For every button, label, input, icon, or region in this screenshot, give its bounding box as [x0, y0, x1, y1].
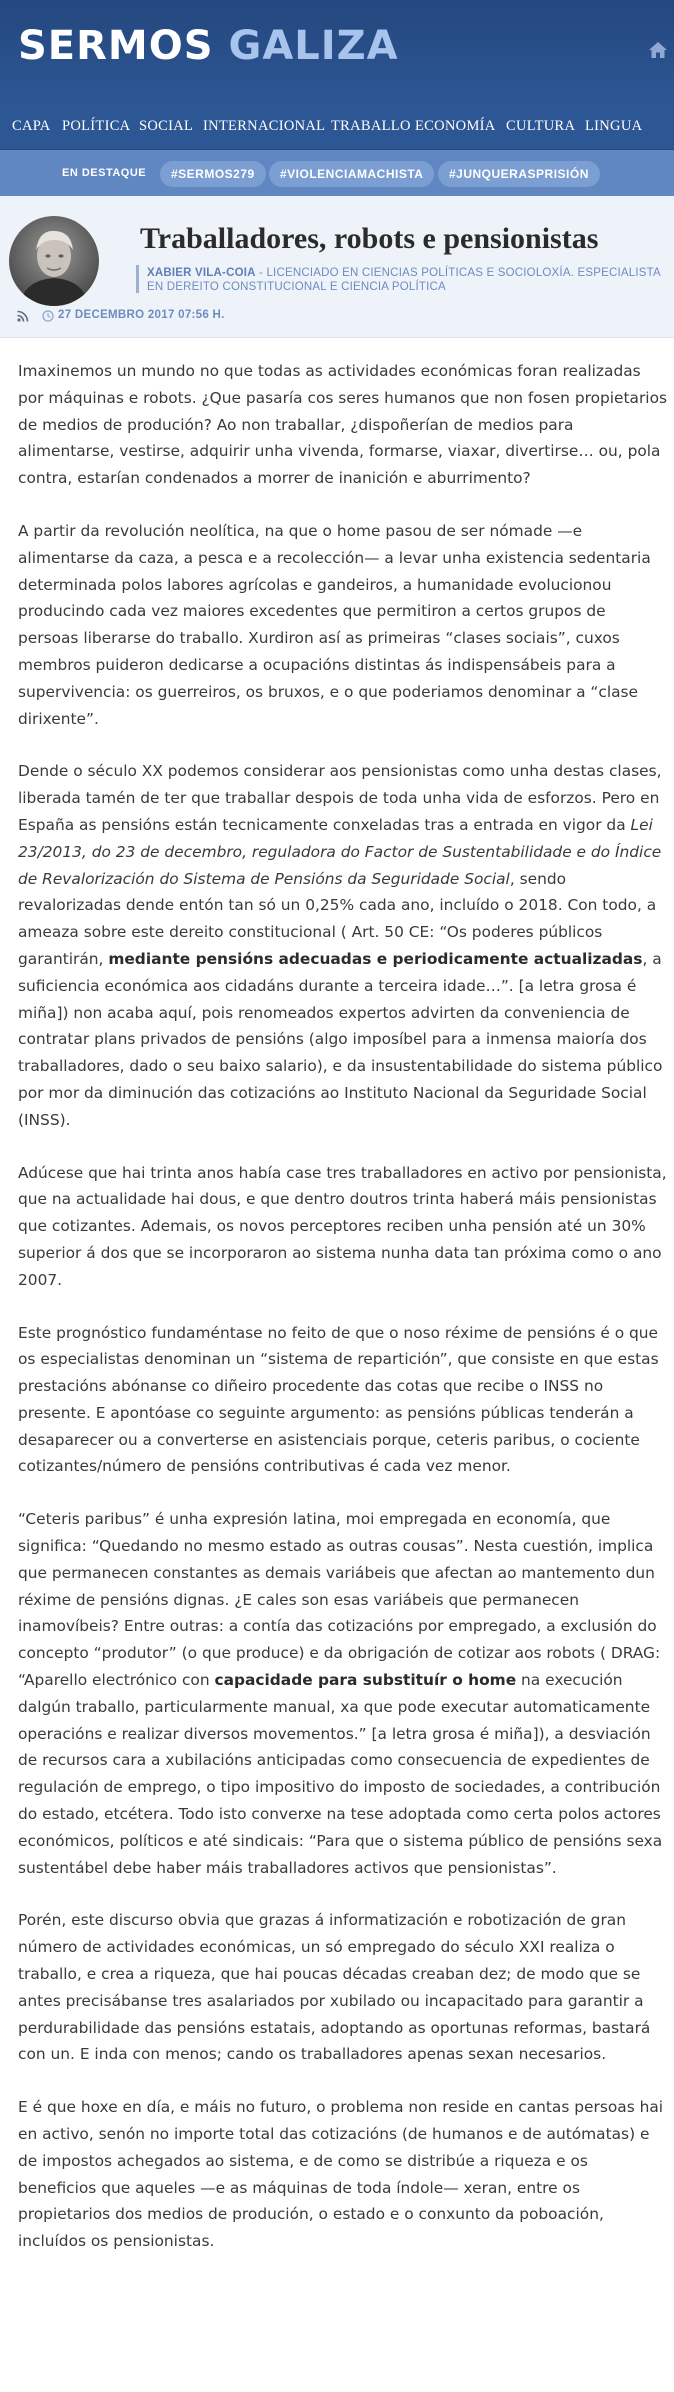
nav-item-social[interactable]: SOCIAL	[139, 118, 194, 134]
author-divider	[136, 265, 139, 293]
nav-item-economia[interactable]: ECONOMÍA	[415, 118, 496, 134]
article-body	[18, 358, 668, 2281]
nav-item-internacional[interactable]: INTERNACIONAL	[203, 118, 326, 134]
tag-sermos279[interactable]: #SERMOS279	[160, 161, 266, 187]
paragraph-6	[18, 1506, 668, 1881]
law-reference: Lei 23/2013, do 23 de decembro, reguladora do Factor de Sustentabilidade e do Índice de Revalorización do Sistema de Pensións da Seguridade Social	[18, 815, 662, 888]
paragraph-6-bold: capacidade para substituír o home	[214, 1671, 517, 1690]
clock-icon	[42, 310, 54, 322]
home-icon[interactable]	[648, 40, 668, 60]
paragraph-8: E é que hoxe en día, e máis no futuro, o problema non reside en cantas persoas hai en activo, senón no importe total das cotizacións (de humanos e de autómatas) e de impostos achegados ao sistema, e de como se distribúe a riqueza e os beneficios que aqueles —e as máquinas de toda índole— xeran, entre os propietarios dos medios de produción, o estado e o conxunto da poboación, incluídos os pensionistas.	[18, 2098, 664, 2251]
main-nav	[0, 104, 674, 150]
paragraph-4: Adúcese que hai trinta anos había case tres traballadores en activo por pensionista, que na actualidade hai dous, e que dentro doutros trinta haberá máis pensionistas que cotizantes. Ademais, os novos perceptores reciben unha pensión até un 30% superior á dos que se incorporaron ao sistema nunha data tan próxima como o ano 2007.	[18, 1163, 667, 1289]
highlights-bar	[0, 150, 674, 196]
site-logo[interactable]	[18, 23, 399, 69]
tag-junquerasprision[interactable]: #JUNQUERASPRISIÓN	[438, 161, 600, 187]
paragraph-3	[18, 758, 668, 1133]
nav-item-cultura[interactable]: CULTURA	[506, 118, 576, 134]
tag-violenciamachista[interactable]: #VIOLENCIAMACHISTA	[269, 161, 434, 187]
highlights-label: EN DESTAQUE	[62, 167, 147, 179]
nav-item-capa[interactable]: CAPA	[12, 118, 51, 134]
paragraph-6-text-c: na execución dalgún traballo, particularmente manual, xa que pode executar automaticamente operacións e realizar diversos movementos.” [a letra grosa é miña]), a desviación de recursos cara a xubilacións anticipadas como consecuencia de expedientes de regulación de emprego, o tipo impositivo do imposto de sociedades, a contribución do estado, etcétera. Todo isto converxe na tese adoptada como certa polos actores económicos, políticos e até sindicais: “Para que o sistema público de pensións sexa sustentábel debe haber máis traballadores activos que pensionistas”.	[18, 1671, 663, 1877]
rss-icon[interactable]	[17, 310, 29, 322]
author-byline	[147, 266, 667, 294]
paragraph-3-text-a: Dende o século XX podemos considerar aos pensionistas como unha destas clases, liberada tamén de ter que traballar despois de toda unha vida de esforzos. Pero en España as pensións están tecnicamente conxeladas tras a entrada en vigor da	[18, 762, 662, 834]
logo-text-sermos: SERMOS	[18, 23, 214, 69]
paragraph-3-text-c: , sendo revalorizadas dende entón tan só un 0,25% cada ano, incluído o 2018. Con todo, a ameaza sobre este dereito constitucional ( Art. 50 CE: “Os poderes públicos garantirán,	[18, 869, 657, 968]
article-header	[0, 196, 674, 338]
nav-item-politica[interactable]: POLÍTICA	[62, 118, 131, 134]
paragraph-3-bold: mediante pensións adecuadas e periodicamente actualizadas	[108, 949, 643, 968]
author-avatar	[9, 216, 99, 306]
article-title: Traballadores, robots e pensionistas	[140, 222, 599, 255]
nav-item-traballo[interactable]: TRABALLO	[331, 118, 411, 134]
paragraph-1: Imaxinemos un mundo no que todas as actividades económicas foran realizadas por máquinas e robots. ¿Que pasaría cos seres humanos que non fosen propietarios de medios de produción? Ao non traballar, ¿dispoñerían de medios para alimentarse, vestirse, adquirir unha vivenda, formarse, viaxar, divertirse… ou, pola contra, estarían condenados a morrer de inanición e aburrimento?	[18, 362, 668, 488]
logo-text-galiza: GALIZA	[228, 23, 399, 69]
paragraph-5: Este prognóstico fundaméntase no feito de que o noso réxime de pensións é o que os especialistas denominan un “sistema de repartición”, que consiste en que estas prestacións abónanse co diñeiro procedente das cotas que recibe o INSS no presente. E apontóase co seguinte argumento: as pensións públicas tenderán a desaparecer ou a converterse en asistenciais porque, ceteris paribus, o cociente cotizantes/número de pensións contributivas é cada vez menor.	[18, 1323, 659, 1476]
paragraph-3-text-e: , a suficiencia económica aos cidadáns durante a terceira idade…”. [a letra grosa é miña]) non acaba aquí, pois renomeados expertos advirten da conveniencia de contratar plans privados de pensións (algo imposíbel para a inmensa maioría dos traballadores, dado o seu baixo salario), e da insustentabilidade do sistema público por mor da diminución das cotizacións ao Instituto Nacional da Seguridade Social (INSS).	[18, 949, 663, 1129]
nav-item-lingua[interactable]: LINGUA	[585, 118, 643, 134]
paragraph-6-text-a: “Ceteris paribus” é unha expresión latina, moi empregada en economía, que significa: “Quedando no mesmo estado as outras cousas”. Nesta cuestión, implica que permanecen constantes as demais variábeis que afectan ao mantemento dun réxime de pensións dignas. ¿E cales son esas variábeis que permanecen inamovíbeis? Entre outras: a contía das cotizacións por empregado, a exclusión do concepto “produtor” (o que produce) e da obrigación de cotizar aos robots ( DRAG: “Aparello electrónico con	[18, 1510, 661, 1690]
article-date: 27 DECEMBRO 2017 07:56 H.	[58, 309, 225, 321]
paragraph-7: Porén, este discurso obvia que grazas á informatización e robotización de gran número de actividades económicas, un só empregado do século XXI realiza o traballo, e crea a riqueza, que hai poucas décadas creaban dez; de modo que se antes precisábanse tres asalariados por xubilado ou incapacitado para garantir a perdurabilidade das pensións estatais, adoptando as oportunas reformas, bastará con un. E inda con menos; cando os traballadores apenas sexan necesarios.	[18, 1911, 651, 2064]
site-header	[0, 0, 674, 104]
author-separator: -	[255, 267, 267, 279]
author-name[interactable]: XABIER VILA-COIA	[147, 267, 256, 279]
author-bio: LICENCIADO EN CIENCIAS POLÍTICAS E SOCIOLOXÍA. ESPECIALISTA EN DEREITO CONSTITUCIONAL E CIENCIA POLÍTICA	[147, 267, 661, 293]
paragraph-2: A partir da revolución neolítica, na que o home pasou de ser nómade —e alimentarse da caza, a pesca e a recolección— a levar unha existencia sedentaria determinada polos labores agrícolas e gandeiros, a humanidade evolucionou producindo cada vez maiores excedentes que permitiron a certos grupos de persoas liberarse do traballo. Xurdiron así as primeiras “clases sociais”, cuxos membros puideron dedicarse a ocupacións distintas ás indispensábeis para a supervivencia: os guerreiros, os bruxos, e o que poderiamos denominar a “clase dirixente”.	[18, 521, 651, 728]
